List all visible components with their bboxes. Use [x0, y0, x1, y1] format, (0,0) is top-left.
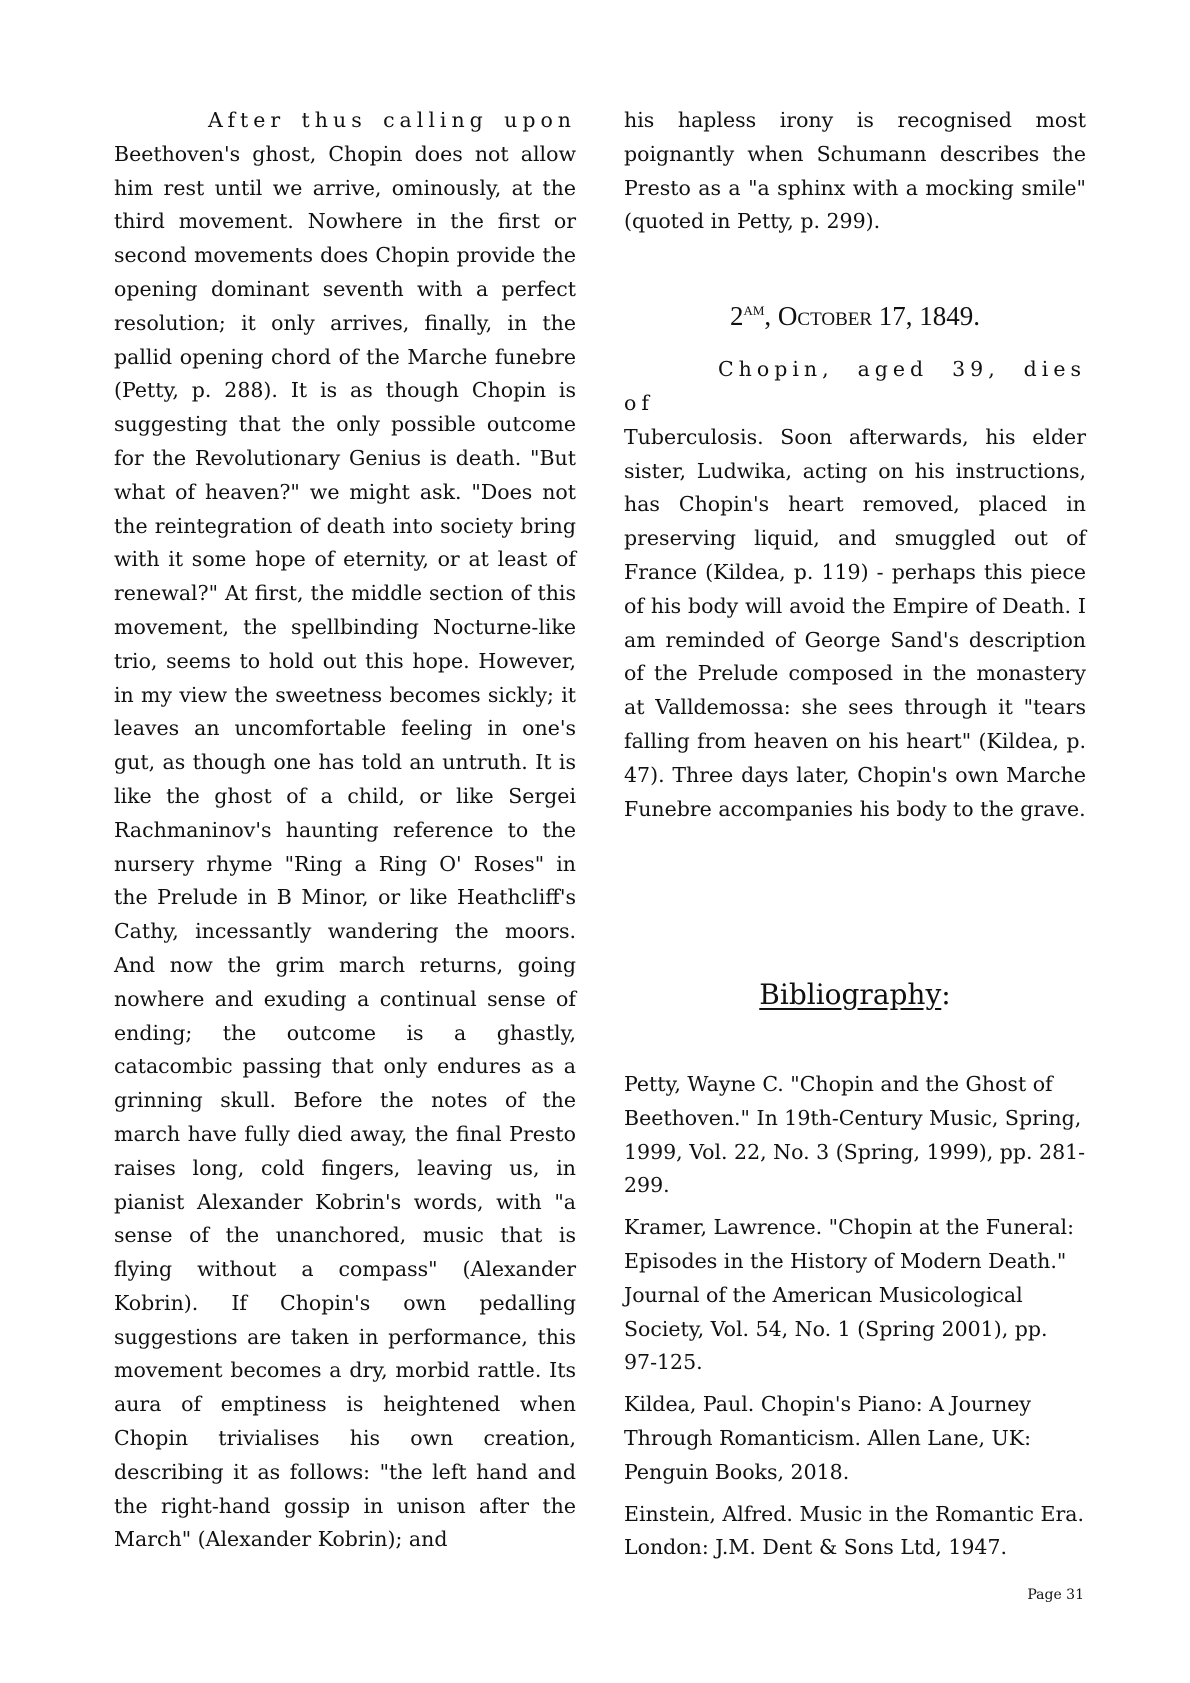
- bibliography-entry: Einstein, Alfred. Music in the Romantic Era. London: J.M. Dent & Sons Ltd, 1947.: [624, 1501, 1085, 1560]
- essay-paragraph: [114, 104, 576, 1557]
- bibliography-colon: :: [941, 978, 951, 1011]
- left-column: [114, 104, 576, 1557]
- paragraph-opening-line: Chopin, aged 39, dies of: [624, 357, 1086, 415]
- bibliography-entry: Kramer, Lawrence. "Chopin at the Funeral: Episodes in the History of Modern Death." Journal of the American Musicological Society, Vol. 54, No. 1 (Spring 2001), pp. 97-125.: [624, 1215, 1075, 1375]
- essay-paragraph-continued: his hapless irony is recognised most poignantly when Schumann describes the Presto as a "a sphinx with a mocking smile" (quoted in Petty, p. 299).: [624, 108, 1086, 234]
- date-day-year: 17, 1849.: [872, 301, 981, 332]
- death-paragraph: [624, 353, 1086, 826]
- page-number: Page 31: [1027, 1587, 1084, 1603]
- date-am: AM: [743, 303, 765, 319]
- bibliography-list: [624, 1068, 1086, 1573]
- bibliography-entry: Petty, Wayne C. "Chopin and the Ghost of Beethoven." In 19th-Century Music, Spring, 1999, Vol. 22, No. 3 (Spring, 1999), pp. 281-299.: [624, 1072, 1086, 1198]
- date-hour: 2: [729, 301, 744, 332]
- right-column: [624, 104, 1086, 826]
- date-separator: ,: [764, 301, 778, 332]
- date-heading: [624, 294, 1086, 333]
- paragraph-opening-line: After thus calling upon: [208, 108, 576, 132]
- date-month: October: [777, 301, 873, 332]
- paragraph-body: Tuberculosis. Soon afterwards, his elder sister, Ludwika, acting on his instructions, has Chopin's heart removed, placed in preserving liquid, and smuggled out of France (Kildea, p. 119) - perhaps this piece of his body will avoid the Empire of Death. I am reminded of George Sand's description of the Prelude composed in the monastery at Valldemossa: she sees through it "tears falling from heaven on his heart" (Kildea, p. 47). Three days later, Chopin's own Marche Funebre accompanies his body to the grave.: [624, 424, 1086, 821]
- paragraph-body: Beethoven's ghost, Chopin does not allow him rest until we arrive, ominously, at the third movement. Nowhere in the first or second movements does Chopin provide the opening dominant seventh with a perfect resolution; it only arrives, finally, in the pallid opening chord of the Marche funebre (Petty, p. 288). It is as though Chopin is suggesting that the only possible outcome for the Revolutionary Genius is death. "But what of heaven?" we might ask. "Does not the reintegration of death into society bring with it some hope of eternity, or at least of renewal?" At first, the middle section of this movement, the spellbinding Nocturne-like trio, seems to hold out this hope. However, in my view the sweetness becomes sickly; it leaves an uncomfortable feeling in one's gut, as though one has told an untruth. It is like the ghost of a child, or like Sergei Rachmaninov's haunting reference to the nursery rhyme "Ring a Ring O' Roses" in the Prelude in B Minor, or like Heathcliff's Cathy, incessantly wandering the moors. And now the grim march returns, going nowhere and exuding a continual sense of ending; the outcome is a ghastly, catacombic passing that only endures as a grinning skull. Before the notes of the march have fully died away, the final Presto raises long, cold fingers, leaving us, in pianist Alexander Kobrin's words, with "a sense of the unanchored, music that is flying without a compass" (Alexander Kobrin). If Chopin's own pedalling suggestions are taken in performance, this movement becomes a dry, morbid rattle. Its aura of emptiness is heightened when Chopin trivialises his own creation, describing it as follows: "the left hand and the right-hand gossip in unison after the March" (Alexander Kobrin); and: [114, 141, 576, 1552]
- bibliography-title: Bibliography: [759, 978, 942, 1011]
- bibliography-heading: [624, 975, 1086, 1015]
- bibliography-entry: Kildea, Paul. Chopin's Piano: A Journey Through Romanticism. Allen Lane, UK: Penguin Books, 2018.: [624, 1392, 1031, 1484]
